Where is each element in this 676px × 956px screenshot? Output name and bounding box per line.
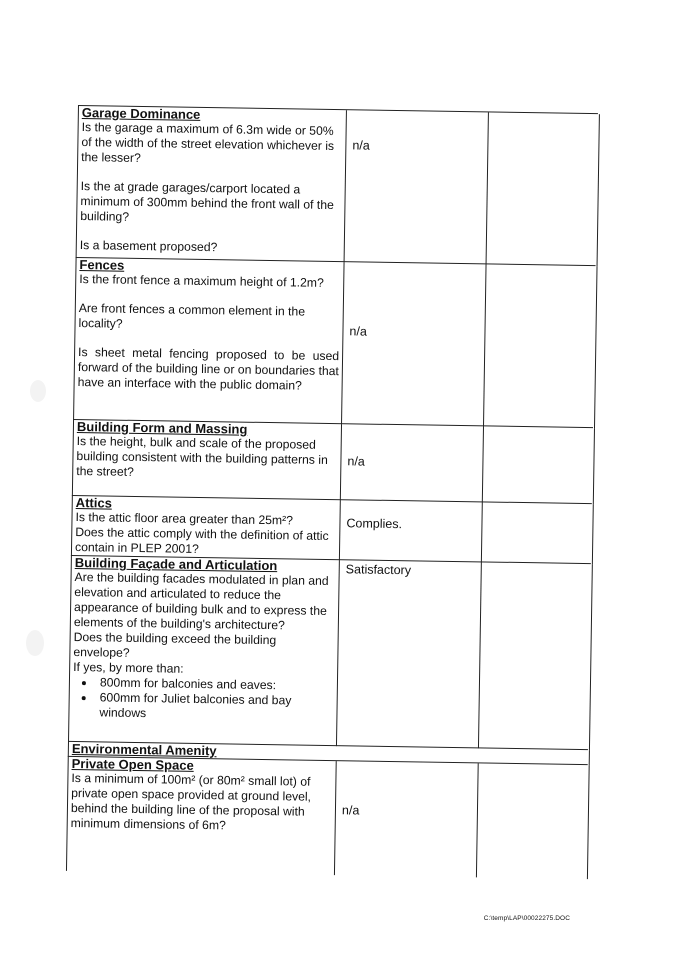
section-heading: Private Open Space — [71, 755, 194, 773]
list-item: • 800mm for balconies and eaves: — [96, 675, 338, 694]
question-text: Are the building facades modulated in plan and elevation and articulated to reduce the appearance of building bulk and to express the elements of the building's architecture? — [73, 570, 329, 633]
list-item: • 600mm for Juliet balconies and bay windows — [95, 690, 337, 724]
scan-smudge — [30, 380, 46, 402]
comment-cell — [481, 502, 594, 564]
comment-cell — [482, 426, 595, 504]
section-heading: Environmental Amenity — [71, 740, 217, 759]
assessment-table — [66, 105, 598, 878]
section-heading: Building Façade and Articulation — [74, 555, 278, 574]
question-text: If yes, by more than: — [73, 659, 184, 676]
answer-text: n/a — [341, 803, 360, 818]
section-heading: Garage Dominance — [81, 105, 201, 122]
answer-cell — [336, 560, 482, 748]
table-row — [68, 555, 591, 750]
question-cell — [71, 496, 341, 560]
section-heading: Building Form and Massing — [76, 419, 248, 437]
question-cell — [73, 258, 345, 424]
question-cell — [72, 420, 342, 500]
question-cell — [68, 556, 340, 746]
table-row — [66, 756, 588, 879]
question-text: Is a minimum of 100m² (or 80m² small lot) of private open space provided at ground level, behind the building line of the proposal with minimum dimensions of 6m? — [70, 770, 312, 833]
answer-cell — [340, 424, 484, 502]
question-text: Is the attic floor area greater than 25m²? — [75, 510, 294, 528]
file-path-footer: C:\temp\LAP\00022275.DOC — [483, 915, 570, 922]
comment-cell — [483, 264, 598, 428]
question-cell — [66, 757, 337, 875]
section-heading: Fences — [79, 257, 125, 273]
question-text: Does the attic comply with the definition of attic contain in PLEP 2001? — [74, 525, 329, 556]
answer-cell — [344, 110, 489, 264]
question-cell — [76, 106, 347, 262]
comment-cell — [478, 562, 593, 750]
question-text: Is sheet metal fencing proposed to be used forward of the building line or on boundaries that have an interface with the public domain? — [77, 345, 340, 393]
question-text: Is the front fence a maximum height of 1.2m? — [79, 272, 324, 290]
comment-cell — [486, 112, 600, 266]
answer-text: Complies. — [346, 516, 403, 532]
table-row — [71, 495, 592, 564]
answer-cell — [339, 500, 483, 562]
question-text: Is the at grade garages/carport located a minimum of 300mm behind the front wall of the building? — [80, 179, 334, 224]
answer-text: Satisfactory — [345, 562, 412, 578]
section-heading: Attics — [75, 495, 112, 511]
answer-cell — [341, 262, 487, 426]
table-row — [73, 257, 595, 428]
question-text: Does the building exceed the building envelope? — [73, 629, 277, 660]
question-text: Is a basement proposed? — [79, 238, 218, 255]
comment-cell — [476, 763, 590, 879]
answer-cell — [334, 761, 479, 877]
answer-text: n/a — [347, 454, 365, 469]
question-text: Is the garage a maximum of 6.3m wide or 50% of the width of the street elevation whichever is the lesser? — [81, 120, 335, 165]
answer-text: n/a — [349, 324, 367, 339]
question-text: Are front fences a common element in the locality? — [78, 301, 306, 331]
scan-smudge — [26, 630, 44, 656]
table-row — [72, 419, 593, 504]
answer-text: n/a — [352, 138, 370, 153]
question-text: Is the height, bulk and scale of the proposed building consistent with the building patterns in the street? — [76, 434, 328, 479]
bullet-list — [69, 675, 338, 724]
table-row — [76, 105, 598, 266]
